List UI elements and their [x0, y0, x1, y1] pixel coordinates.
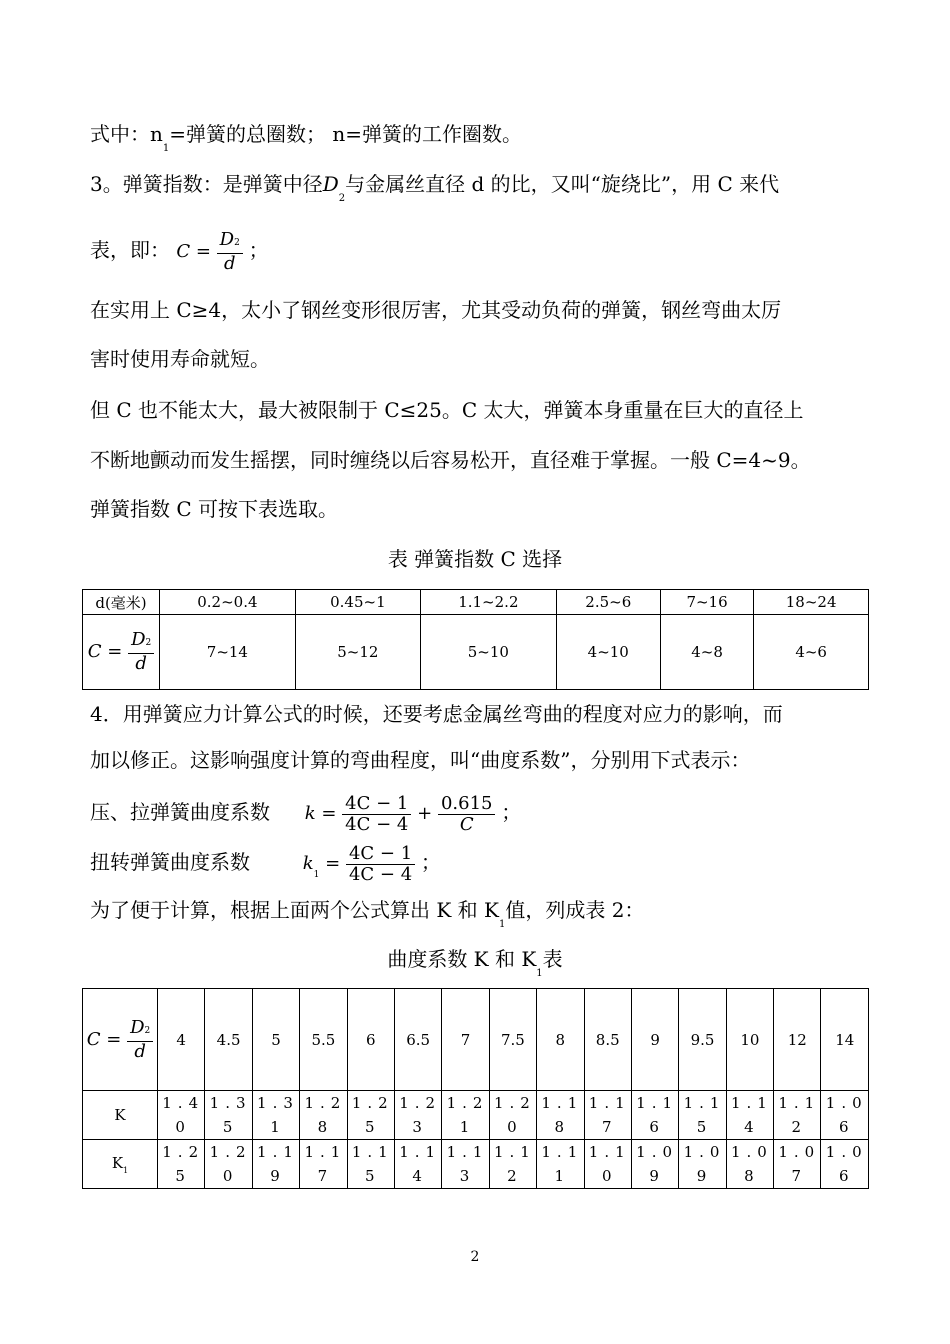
table2-k1-value: 1.13: [442, 1140, 489, 1189]
k-formula-num1: 4C − 1: [342, 794, 411, 815]
table2-c-value: 10: [726, 989, 773, 1091]
k-formula-den1: 4C − 4: [345, 813, 409, 835]
table1-value: 4~6: [754, 615, 869, 690]
table2-c-value: 4: [158, 989, 205, 1091]
table2-k-value: 1.20: [489, 1091, 536, 1140]
table2-k-value: 1.21: [442, 1091, 489, 1140]
table2-k1-value: 1.11: [537, 1140, 584, 1189]
table2-formula-cell: [83, 989, 158, 1091]
k-formula-num2: 0.615: [438, 794, 496, 815]
table1-value: 4~10: [556, 615, 660, 690]
p10: 加以修正。这影响强度计算的弯曲程度，叫“曲度系数”，分别用下式表示：: [90, 748, 751, 772]
table-curvature-coefficients: [82, 988, 869, 1189]
p13-part-b: 值，列成表 2：: [505, 898, 645, 922]
table1-formula-lhs: C =: [87, 641, 123, 662]
p7: 不断地颤动而发生摇摆，同时缠绕以后容易松开，直径难于掌握。一般 C=4~9。: [90, 448, 811, 472]
p1-subscript: 1: [162, 143, 170, 154]
table2-k1-value: 1.17: [300, 1140, 347, 1189]
k1-formula-num: 4C − 1: [346, 844, 415, 865]
page-number: 2: [470, 1249, 480, 1265]
table2-k-value: 1.06: [821, 1091, 869, 1140]
table2-k1-value: 1.25: [158, 1140, 205, 1189]
k-formula-plus: +: [417, 803, 433, 824]
text-line-2: [90, 172, 780, 204]
table1-header-label: d(毫米): [83, 590, 160, 615]
text-line-6: [90, 398, 804, 422]
table2-k1-value: 1.10: [584, 1140, 631, 1189]
p1-part-a: 式中：n: [90, 122, 163, 146]
p9: 4．用弹簧应力计算公式的时候，还要考虑金属丝弯曲的程度对应力的影响，而: [90, 702, 783, 726]
table2-k-value: 1.15: [679, 1091, 726, 1140]
table2-k1-value: 1.12: [489, 1140, 536, 1189]
table2-k1-value: 1.08: [726, 1140, 773, 1189]
table2-c-value: 8.5: [584, 989, 631, 1091]
table1-formula-num-sub: 2: [145, 638, 152, 648]
table2-k1-value: 1.09: [679, 1140, 726, 1189]
table1-range: 1.1~2.2: [420, 590, 556, 615]
table2-c-value: 7.5: [489, 989, 536, 1091]
table1-caption: 表 弹簧指数 C 选择: [387, 547, 563, 571]
table2-k-value: 1.35: [205, 1091, 252, 1140]
table2-c-value: 9.5: [679, 989, 726, 1091]
table2-k1-value: 1.09: [631, 1140, 678, 1189]
text-line-13: [90, 898, 645, 930]
table2-k-value: 1.25: [347, 1091, 394, 1140]
table1-range: 0.2~0.4: [160, 590, 296, 615]
table2-c-value: 4.5: [205, 989, 252, 1091]
c-formula-denominator: d: [223, 253, 236, 274]
table2-formula-den: d: [134, 1040, 146, 1062]
k1-formula-eq: =: [325, 853, 341, 874]
p4: 在实用上 C≥4，太小了钢丝变形很厉害，尤其受动负荷的弹簧，钢丝弯曲太厉: [90, 298, 782, 322]
table2-formula-num-sub: 2: [144, 1025, 151, 1036]
table2-k-value: 1.40: [158, 1091, 205, 1140]
table2-k-value: 1.23: [394, 1091, 441, 1140]
p2-symbol-d: D: [322, 172, 339, 196]
table2-k-value: 1.18: [537, 1091, 584, 1140]
table2-caption: [0, 947, 950, 979]
p13-part-a: 为了便于计算，根据上面两个公式算出 K 和 K: [90, 898, 499, 922]
table2-caption-b: 表: [542, 947, 563, 971]
table1-formula-den: d: [135, 653, 147, 674]
table-spring-index: [82, 589, 869, 690]
table2-k1-value: 1.14: [394, 1140, 441, 1189]
table2-c-value: 7: [442, 989, 489, 1091]
table1-range: 2.5~6: [556, 590, 660, 615]
table1-value: 4~8: [660, 615, 754, 690]
p12-part-b: ；: [420, 850, 441, 874]
k-formula: [304, 792, 501, 835]
p1-part-b: =弹簧的总圈数； n=弹簧的工作圈数。: [169, 122, 523, 146]
k-formula-lhs: k =: [304, 803, 337, 824]
text-line-5: [90, 347, 270, 371]
table2-k1-value: 1.19: [252, 1140, 299, 1189]
c-formula-numerator: D: [219, 229, 235, 250]
c-formula-fraction: [217, 230, 243, 274]
table2-caption-sub: 1: [536, 968, 543, 979]
table2-c-value: 6.5: [394, 989, 441, 1091]
p11-part-a: 压、拉弹簧曲度系数: [90, 800, 270, 824]
table2-k1-value: 1.20: [205, 1140, 252, 1189]
table2-c-value: 5.5: [300, 989, 347, 1091]
table2-formula-num: D: [130, 1016, 145, 1038]
table2-k1-value: 1.15: [347, 1140, 394, 1189]
table2-k1-label-sub: 1: [123, 1165, 129, 1175]
table2-k-value: 1.17: [584, 1091, 631, 1140]
text-line-11: [90, 788, 521, 838]
p12-part-a: 扭转弹簧曲度系数: [90, 850, 250, 874]
k1-formula-lhs: k: [302, 853, 314, 874]
text-line-3: [90, 228, 269, 274]
table2-k-value: 1.16: [631, 1091, 678, 1140]
table2-c-value: 8: [537, 989, 584, 1091]
table1-value: 7~14: [160, 615, 296, 690]
table2-k-value: 1.28: [300, 1091, 347, 1140]
p5: 害时使用寿命就短。: [90, 347, 270, 371]
k1-formula-den: 4C − 4: [348, 863, 413, 885]
table2-c-value: 6: [347, 989, 394, 1091]
table2-c-value: 9: [631, 989, 678, 1091]
table2-k-label: K: [83, 1091, 158, 1140]
table1-value: 5~12: [295, 615, 420, 690]
table1-value: 5~10: [420, 615, 556, 690]
p2-part-b: 与金属丝直径 d 的比，又叫“旋绕比”，用 C 来代: [345, 172, 780, 196]
p2-part-a: 3。弹簧指数：是弹簧中径: [90, 172, 323, 196]
text-line-10: [90, 748, 750, 772]
table1-formula-num: D: [131, 629, 146, 650]
table1-formula-cell: [83, 615, 160, 690]
text-line-1: [90, 122, 523, 154]
c-formula-numerator-sub: 2: [234, 238, 240, 248]
c-formula: [176, 229, 248, 274]
table2-k-value: 1.12: [774, 1091, 821, 1140]
table1-range: 18~24: [754, 590, 869, 615]
table2-k-value: 1.14: [726, 1091, 773, 1140]
text-line-12: [90, 838, 441, 891]
p3-part-b: ；: [248, 238, 269, 262]
p6: 但 C 也不能太大，最大被限制于 C≤25。C 太大，弹簧本身重量在巨大的直径上: [90, 398, 804, 422]
table1-range: 7~16: [660, 590, 754, 615]
c-formula-lhs: C =: [176, 241, 211, 262]
table2-k1-label-text: K: [111, 1153, 124, 1172]
table1-range: 0.45~1: [295, 590, 420, 615]
table2-c-value: 12: [774, 989, 821, 1091]
table2-k1-value: 1.06: [821, 1140, 869, 1189]
table2-c-value: 5: [252, 989, 299, 1091]
p2-subscript: 2: [338, 193, 346, 204]
k-formula-den2: C: [459, 813, 474, 835]
text-line-9: [90, 702, 783, 726]
table2-k1-label: [83, 1140, 158, 1189]
text-line-7: [90, 448, 811, 472]
table2-formula-lhs: C =: [86, 1028, 122, 1050]
k1-formula: [302, 842, 421, 885]
table2-c-value: 14: [821, 989, 869, 1091]
text-line-8: [90, 497, 338, 521]
p8: 弹簧指数 C 可按下表选取。: [90, 497, 339, 521]
table2-k1-value: 1.07: [774, 1140, 821, 1189]
p13-subscript: 1: [498, 919, 506, 930]
p11-part-b: ；: [501, 800, 522, 824]
k1-formula-sub: 1: [313, 870, 320, 880]
p3-part-a: 表，即：: [90, 238, 170, 262]
text-line-4: [90, 298, 781, 322]
table2-k-value: 1.31: [252, 1091, 299, 1140]
table2-caption-a: 曲度系数 K 和 K: [387, 947, 537, 971]
